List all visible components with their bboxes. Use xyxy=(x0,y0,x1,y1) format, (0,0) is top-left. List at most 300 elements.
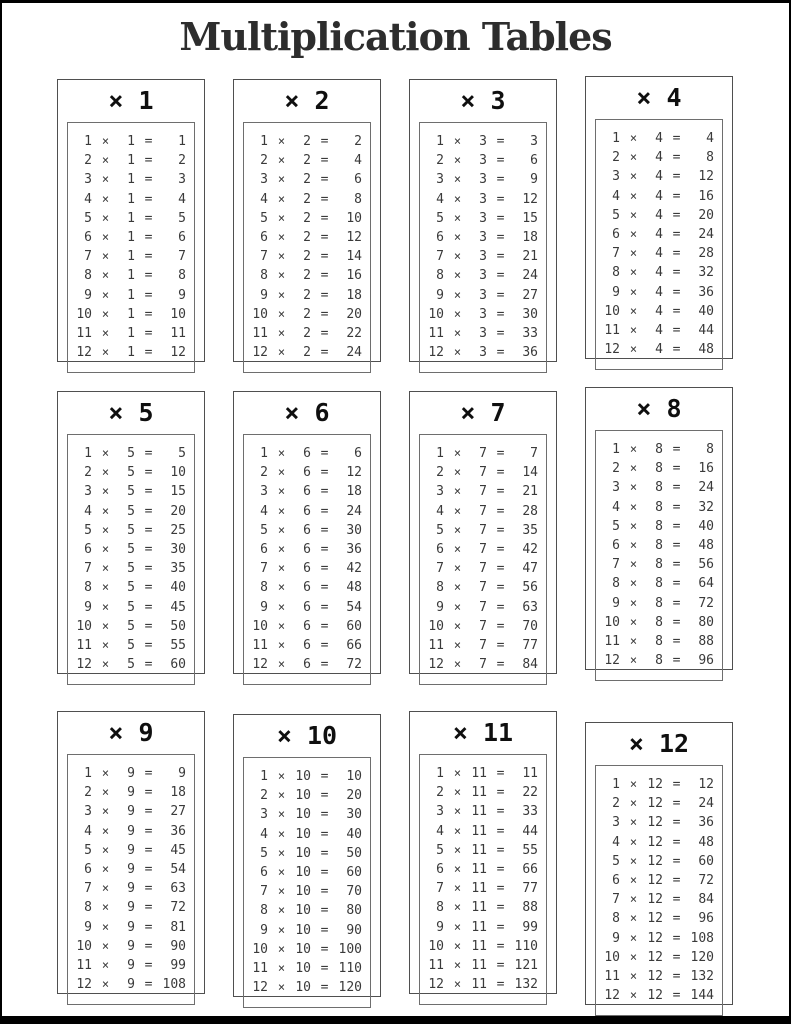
multiplier: 7 xyxy=(479,580,487,596)
product: 99 xyxy=(170,958,186,974)
multiplier: 11 xyxy=(471,958,487,974)
multiplier: 7 xyxy=(479,503,487,519)
equals-operator: = xyxy=(144,900,153,916)
multiplier: 3 xyxy=(479,172,487,188)
times-operator: × xyxy=(629,150,638,165)
times-operator: × xyxy=(453,638,462,653)
equation-row xyxy=(420,655,546,674)
multiplicand: 9 xyxy=(612,284,620,300)
equals-operator: = xyxy=(496,522,505,538)
multiplicand: 8 xyxy=(260,580,268,596)
product: 2 xyxy=(354,134,362,149)
equals-operator: = xyxy=(144,542,153,558)
equation-row xyxy=(420,841,546,860)
times-operator: × xyxy=(277,249,286,264)
times-operator: × xyxy=(101,919,110,934)
times-operator: × xyxy=(101,766,110,780)
times-operator: × xyxy=(629,892,638,907)
times-operator: × xyxy=(101,172,110,187)
multiplier: 10 xyxy=(295,903,311,919)
times-operator: × xyxy=(101,345,110,360)
multiplier: 3 xyxy=(479,230,487,246)
times-table-card xyxy=(57,391,205,674)
multiplicand: 12 xyxy=(76,345,92,361)
equation-row xyxy=(420,898,546,917)
multiplicand: 11 xyxy=(428,958,444,974)
multiplier: 3 xyxy=(479,153,487,169)
product: 72 xyxy=(170,900,186,916)
multiplicand: 9 xyxy=(84,919,92,935)
multiplicand: 1 xyxy=(84,134,92,149)
multiplier: 3 xyxy=(479,287,487,303)
multiplier: 5 xyxy=(127,484,135,500)
equation-row xyxy=(68,783,194,802)
product: 32 xyxy=(698,265,714,281)
multiplicand: 10 xyxy=(252,306,268,322)
multiplier: 7 xyxy=(479,638,487,654)
equation-row xyxy=(244,882,370,901)
equals-operator: = xyxy=(672,246,681,262)
equation-row xyxy=(68,132,194,151)
equals-operator: = xyxy=(672,499,681,515)
product: 6 xyxy=(354,172,362,188)
equation-row xyxy=(244,767,370,786)
product: 30 xyxy=(346,807,362,823)
equation-row xyxy=(244,805,370,824)
multiplier: 9 xyxy=(127,900,135,916)
multiplier: 7 xyxy=(479,599,487,615)
multiplier: 1 xyxy=(127,134,135,149)
product: 72 xyxy=(346,657,362,673)
multiplier: 7 xyxy=(479,542,487,558)
equals-operator: = xyxy=(320,922,329,938)
multiplier: 12 xyxy=(647,911,663,927)
times-operator: × xyxy=(629,930,638,945)
times-operator: × xyxy=(453,191,462,206)
multiplier: 5 xyxy=(127,618,135,634)
equation-row xyxy=(596,206,722,225)
equals-operator: = xyxy=(672,131,681,146)
equals-operator: = xyxy=(672,188,681,204)
equals-operator: = xyxy=(672,634,681,650)
multiplier: 5 xyxy=(127,465,135,481)
multiplicand: 11 xyxy=(252,961,268,977)
product: 42 xyxy=(346,561,362,577)
multiplier: 3 xyxy=(479,326,487,342)
multiplicand: 6 xyxy=(84,542,92,558)
multiplier: 2 xyxy=(303,306,311,322)
product: 44 xyxy=(698,323,714,339)
product: 36 xyxy=(698,284,714,300)
multiplicand: 9 xyxy=(260,599,268,615)
equals-operator: = xyxy=(672,150,681,166)
equation-row xyxy=(420,802,546,821)
product: 9 xyxy=(530,172,538,188)
multiplier: 9 xyxy=(127,958,135,974)
times-operator: × xyxy=(277,922,286,937)
equals-operator: = xyxy=(144,842,153,858)
multiplier: 3 xyxy=(479,306,487,322)
equals-operator: = xyxy=(672,911,681,927)
equals-operator: = xyxy=(320,561,329,577)
equals-operator: = xyxy=(672,207,681,223)
multiplier: 11 xyxy=(471,804,487,820)
times-operator: × xyxy=(277,268,286,283)
equation-row xyxy=(244,482,370,501)
equals-operator: = xyxy=(672,653,681,669)
times-operator: × xyxy=(453,230,462,245)
product: 40 xyxy=(698,518,714,534)
multiplicand: 11 xyxy=(252,326,268,342)
equals-operator: = xyxy=(320,865,329,881)
product: 54 xyxy=(170,862,186,878)
times-table-card xyxy=(585,76,733,359)
multiplicand: 3 xyxy=(436,804,444,820)
times-table-rows-box xyxy=(419,754,547,1005)
multiplicand: 3 xyxy=(612,480,620,496)
product: 90 xyxy=(346,922,362,938)
product: 21 xyxy=(522,249,538,265)
multiplier: 10 xyxy=(295,980,311,996)
product: 48 xyxy=(346,580,362,596)
product: 132 xyxy=(690,969,714,985)
multiplicand: 6 xyxy=(612,227,620,243)
multiplicand: 1 xyxy=(436,766,444,781)
equals-operator: = xyxy=(144,172,153,188)
product: 55 xyxy=(170,638,186,654)
equals-operator: = xyxy=(144,306,153,322)
product: 88 xyxy=(522,900,538,916)
equation-row xyxy=(68,482,194,501)
times-operator: × xyxy=(629,853,638,868)
times-operator: × xyxy=(629,265,638,280)
multiplier: 6 xyxy=(303,446,311,461)
equals-operator: = xyxy=(496,842,505,858)
multiplicand: 1 xyxy=(260,134,268,149)
multiplicand: 2 xyxy=(84,785,92,801)
product: 120 xyxy=(338,980,362,996)
equation-row xyxy=(68,286,194,305)
equation-row xyxy=(68,937,194,956)
multiplier: 8 xyxy=(655,442,663,457)
equals-operator: = xyxy=(496,561,505,577)
product: 50 xyxy=(346,845,362,861)
multiplier: 5 xyxy=(127,522,135,538)
multiplier: 7 xyxy=(479,522,487,538)
equals-operator: = xyxy=(144,191,153,207)
times-table-card xyxy=(585,387,733,670)
equals-operator: = xyxy=(672,815,681,831)
multiplier: 12 xyxy=(647,777,663,792)
equals-operator: = xyxy=(144,522,153,538)
multiplicand: 10 xyxy=(604,949,620,965)
multiplicand: 7 xyxy=(612,246,620,262)
times-operator: × xyxy=(453,446,462,460)
multiplicand: 8 xyxy=(84,900,92,916)
times-operator: × xyxy=(453,503,462,518)
times-operator: × xyxy=(277,980,286,995)
equals-operator: = xyxy=(320,191,329,207)
multiplier: 8 xyxy=(655,461,663,477)
times-operator: × xyxy=(277,826,286,841)
multiplicand: 3 xyxy=(260,807,268,823)
multiplicand: 11 xyxy=(604,969,620,985)
times-operator: × xyxy=(629,911,638,926)
equation-row xyxy=(596,833,722,852)
product: 48 xyxy=(698,538,714,554)
equation-row xyxy=(596,148,722,167)
times-table-card-title: × 6 xyxy=(284,398,330,427)
times-operator: × xyxy=(629,461,638,476)
times-operator: × xyxy=(277,884,286,899)
times-operator: × xyxy=(453,766,462,780)
equation-row xyxy=(420,170,546,189)
product: 6 xyxy=(354,446,362,461)
multiplier: 11 xyxy=(471,881,487,897)
multiplier: 2 xyxy=(303,172,311,188)
times-operator: × xyxy=(101,465,110,480)
times-operator: × xyxy=(277,769,286,783)
multiplicand: 7 xyxy=(260,884,268,900)
multiplier: 9 xyxy=(127,842,135,858)
product: 77 xyxy=(522,638,538,654)
equals-operator: = xyxy=(496,172,505,188)
product: 110 xyxy=(338,961,362,977)
equals-operator: = xyxy=(496,599,505,615)
times-operator: × xyxy=(277,599,286,614)
multiplier: 5 xyxy=(127,503,135,519)
multiplier: 7 xyxy=(479,657,487,673)
multiplicand: 2 xyxy=(612,150,620,166)
times-table-card-title: × 11 xyxy=(452,718,514,747)
equals-operator: = xyxy=(496,938,505,954)
multiplicand: 6 xyxy=(84,862,92,878)
equals-operator: = xyxy=(672,342,681,358)
equals-operator: = xyxy=(496,977,505,993)
times-operator: × xyxy=(453,842,462,857)
times-operator: × xyxy=(277,941,286,956)
equation-row xyxy=(244,324,370,343)
multiplier: 1 xyxy=(127,191,135,207)
times-operator: × xyxy=(453,465,462,480)
times-table-rows-box xyxy=(243,757,371,1008)
equals-operator: = xyxy=(320,503,329,519)
equation-row xyxy=(596,340,722,359)
equals-operator: = xyxy=(496,210,505,226)
multiplicand: 5 xyxy=(612,518,620,534)
times-operator: × xyxy=(453,249,462,264)
equals-operator: = xyxy=(144,561,153,577)
times-operator: × xyxy=(629,576,638,591)
times-operator: × xyxy=(101,842,110,857)
times-operator: × xyxy=(629,246,638,261)
equation-row xyxy=(596,594,722,613)
times-operator: × xyxy=(101,561,110,576)
times-operator: × xyxy=(101,977,110,992)
equation-row xyxy=(244,286,370,305)
product: 36 xyxy=(170,823,186,839)
multiplicand: 1 xyxy=(436,134,444,149)
times-operator: × xyxy=(629,131,638,145)
times-operator: × xyxy=(453,210,462,225)
multiplier: 2 xyxy=(303,249,311,265)
multiplicand: 7 xyxy=(612,892,620,908)
equals-operator: = xyxy=(144,958,153,974)
equals-operator: = xyxy=(496,919,505,935)
multiplier: 12 xyxy=(647,853,663,869)
multiplier: 12 xyxy=(647,969,663,985)
product: 132 xyxy=(514,977,538,993)
equation-row xyxy=(244,598,370,617)
times-table-card xyxy=(409,391,557,674)
equals-operator: = xyxy=(320,287,329,303)
times-operator: × xyxy=(101,862,110,877)
times-operator: × xyxy=(453,153,462,168)
equation-row xyxy=(596,283,722,302)
times-operator: × xyxy=(629,284,638,299)
multiplier: 9 xyxy=(127,881,135,897)
multiplicand: 2 xyxy=(260,788,268,804)
times-operator: × xyxy=(277,210,286,225)
product: 72 xyxy=(698,595,714,611)
equals-operator: = xyxy=(496,249,505,265)
equation-row xyxy=(68,305,194,324)
times-operator: × xyxy=(453,919,462,934)
product: 45 xyxy=(170,599,186,615)
multiplicand: 4 xyxy=(84,823,92,839)
product: 27 xyxy=(522,287,538,303)
multiplier: 4 xyxy=(655,323,663,339)
multiplicand: 10 xyxy=(428,938,444,954)
product: 81 xyxy=(170,919,186,935)
equals-operator: = xyxy=(320,446,329,461)
equation-row xyxy=(596,244,722,263)
product: 12 xyxy=(170,345,186,361)
equals-operator: = xyxy=(496,230,505,246)
times-operator: × xyxy=(453,484,462,499)
multiplier: 8 xyxy=(655,557,663,573)
equals-operator: = xyxy=(496,657,505,673)
equation-row xyxy=(420,879,546,898)
product: 42 xyxy=(522,542,538,558)
times-operator: × xyxy=(453,542,462,557)
equals-operator: = xyxy=(496,268,505,284)
equals-operator: = xyxy=(320,134,329,149)
multiplicand: 3 xyxy=(260,484,268,500)
times-operator: × xyxy=(629,834,638,849)
multiplier: 2 xyxy=(303,134,311,149)
product: 77 xyxy=(522,881,538,897)
multiplicand: 12 xyxy=(252,345,268,361)
multiplicand: 12 xyxy=(252,657,268,673)
times-operator: × xyxy=(453,345,462,360)
product: 40 xyxy=(346,826,362,842)
times-table-rows-box xyxy=(419,122,547,373)
multiplicand: 2 xyxy=(84,153,92,169)
multiplicand: 12 xyxy=(428,345,444,361)
equation-row xyxy=(596,225,722,244)
equals-operator: = xyxy=(320,249,329,265)
multiplicand: 6 xyxy=(612,538,620,554)
product: 16 xyxy=(698,188,714,204)
equals-operator: = xyxy=(144,465,153,481)
times-table-rows-box xyxy=(67,434,195,685)
times-table-card-title: × 7 xyxy=(460,398,506,427)
multiplicand: 11 xyxy=(76,326,92,342)
times-table-card-title: × 8 xyxy=(636,394,682,423)
equation-row xyxy=(420,764,546,783)
equals-operator: = xyxy=(144,503,153,519)
multiplicand: 6 xyxy=(260,230,268,246)
equals-operator: = xyxy=(144,484,153,500)
equation-row xyxy=(596,852,722,871)
multiplicand: 9 xyxy=(436,919,444,935)
equation-row xyxy=(596,459,722,478)
equals-operator: = xyxy=(672,303,681,319)
product: 100 xyxy=(338,941,362,957)
equation-row xyxy=(244,636,370,655)
equation-row xyxy=(68,841,194,860)
multiplicand: 4 xyxy=(84,191,92,207)
multiplicand: 8 xyxy=(612,576,620,592)
multiplicand: 3 xyxy=(612,815,620,831)
times-operator: × xyxy=(277,153,286,168)
equals-operator: = xyxy=(496,153,505,169)
multiplicand: 12 xyxy=(604,988,620,1004)
equals-operator: = xyxy=(672,892,681,908)
times-operator: × xyxy=(277,903,286,918)
equation-row xyxy=(68,540,194,559)
equation-row xyxy=(68,151,194,170)
multiplier: 10 xyxy=(295,865,311,881)
multiplier: 8 xyxy=(655,653,663,669)
times-table-card xyxy=(57,79,205,362)
multiplier: 12 xyxy=(647,949,663,965)
multiplicand: 9 xyxy=(612,595,620,611)
multiplier: 11 xyxy=(471,977,487,993)
times-operator: × xyxy=(453,561,462,576)
times-operator: × xyxy=(277,306,286,321)
product: 18 xyxy=(346,287,362,303)
multiplier: 6 xyxy=(303,618,311,634)
times-table-card xyxy=(57,711,205,994)
multiplier: 10 xyxy=(295,788,311,804)
product: 15 xyxy=(170,484,186,500)
equation-row xyxy=(244,617,370,636)
product: 3 xyxy=(530,134,538,149)
equation-row xyxy=(596,909,722,928)
multiplier: 1 xyxy=(127,249,135,265)
equals-operator: = xyxy=(144,580,153,596)
multiplier: 1 xyxy=(127,210,135,226)
equation-row xyxy=(420,783,546,802)
multiplicand: 4 xyxy=(260,503,268,519)
multiplicand: 6 xyxy=(260,865,268,881)
product: 48 xyxy=(698,342,714,358)
times-operator: × xyxy=(277,522,286,537)
times-operator: × xyxy=(101,804,110,819)
product: 3 xyxy=(178,172,186,188)
equals-operator: = xyxy=(320,345,329,361)
times-operator: × xyxy=(629,303,638,318)
equation-row xyxy=(68,559,194,578)
product: 8 xyxy=(706,442,714,457)
multiplicand: 4 xyxy=(84,503,92,519)
product: 24 xyxy=(698,480,714,496)
equals-operator: = xyxy=(320,961,329,977)
equals-operator: = xyxy=(672,834,681,850)
equals-operator: = xyxy=(320,657,329,673)
